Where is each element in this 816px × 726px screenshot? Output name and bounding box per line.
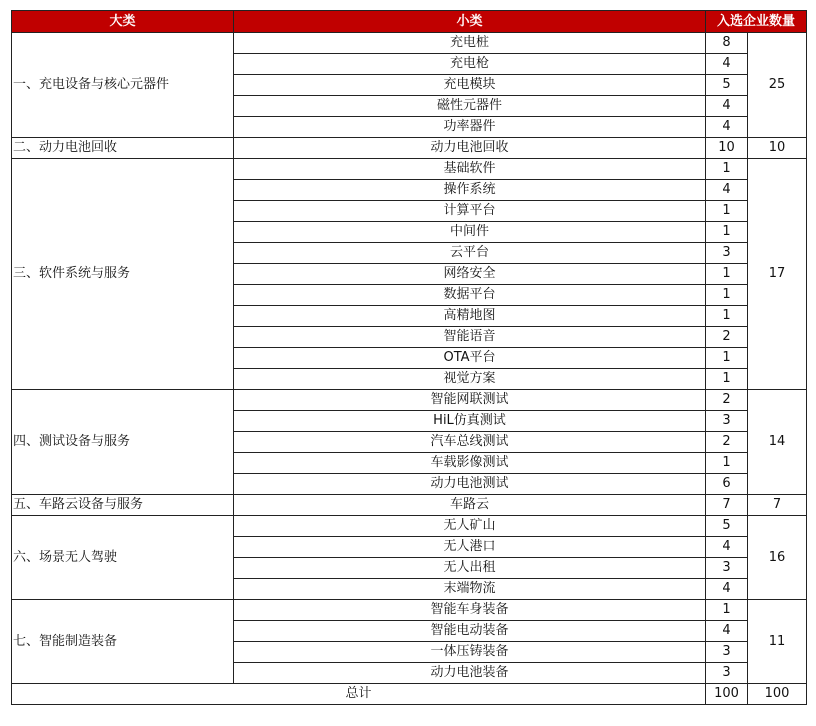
subcategory-cell: 一体压铸装备: [234, 642, 706, 663]
table-row: [12, 600, 807, 621]
subcategory-count-cell: 1: [706, 306, 748, 327]
table-row: [12, 495, 807, 516]
subcategory-count-cell: 8: [706, 33, 748, 54]
subcategory-count-cell: 1: [706, 222, 748, 243]
subcategory-cell: 无人出租: [234, 558, 706, 579]
subcategory-cell: 充电模块: [234, 75, 706, 96]
subcategory-cell: 计算平台: [234, 201, 706, 222]
subcategory-count-cell: 2: [706, 390, 748, 411]
subcategory-cell: 中间件: [234, 222, 706, 243]
subcategory-cell: 充电桩: [234, 33, 706, 54]
category-total-cell: 17: [748, 159, 807, 390]
subcategory-count-cell: 3: [706, 663, 748, 684]
subcategory-cell: 智能车身装备: [234, 600, 706, 621]
table-body: [12, 33, 807, 705]
header-category: 大类: [12, 11, 234, 33]
subcategory-count-cell: 1: [706, 453, 748, 474]
subcategory-cell: 无人港口: [234, 537, 706, 558]
enterprise-category-table: [11, 10, 807, 705]
subcategory-count-cell: 1: [706, 159, 748, 180]
category-total-cell: 11: [748, 600, 807, 684]
subcategory-cell: 智能语音: [234, 327, 706, 348]
subcategory-cell: 智能电动装备: [234, 621, 706, 642]
subcategory-cell: 无人矿山: [234, 516, 706, 537]
subcategory-cell: 操作系统: [234, 180, 706, 201]
subcategory-count-cell: 3: [706, 243, 748, 264]
category-cell: 七、智能制造装备: [12, 600, 234, 684]
category-total-cell: 16: [748, 516, 807, 600]
subcategory-count-cell: 4: [706, 579, 748, 600]
header-subcategory: 小类: [234, 11, 706, 33]
subcategory-count-cell: 3: [706, 411, 748, 432]
subcategory-count-cell: 4: [706, 621, 748, 642]
total-label: 总计: [12, 684, 706, 705]
grand-total: 100: [748, 684, 807, 705]
table-header-row: [12, 11, 807, 33]
subcategory-count-cell: 4: [706, 54, 748, 75]
table-row: [12, 33, 807, 54]
subcategory-count-cell: 1: [706, 264, 748, 285]
subcategory-cell: OTA平台: [234, 348, 706, 369]
subcategory-cell: 数据平台: [234, 285, 706, 306]
subcategory-cell: 磁性元器件: [234, 96, 706, 117]
category-cell: 一、充电设备与核心元器件: [12, 33, 234, 138]
subcategory-cell: 功率器件: [234, 117, 706, 138]
subcategory-count-cell: 7: [706, 495, 748, 516]
table-row: [12, 138, 807, 159]
table-row: [12, 516, 807, 537]
subcategory-count-cell: 1: [706, 369, 748, 390]
category-cell: 二、动力电池回收: [12, 138, 234, 159]
subcategory-count-cell: 4: [706, 537, 748, 558]
total-row: [12, 684, 807, 705]
table-row: [12, 159, 807, 180]
subcategory-count-cell: 1: [706, 348, 748, 369]
subcategory-count-cell: 5: [706, 75, 748, 96]
subcategory-cell: 动力电池装备: [234, 663, 706, 684]
subcategory-count-cell: 10: [706, 138, 748, 159]
subcategory-count-cell: 5: [706, 516, 748, 537]
subcategory-count-cell: 1: [706, 600, 748, 621]
subcategory-cell: 高精地图: [234, 306, 706, 327]
header-count: 入选企业数量: [706, 11, 807, 33]
subcategory-count-cell: 4: [706, 96, 748, 117]
subcategory-cell: 云平台: [234, 243, 706, 264]
subcategory-cell: 车载影像测试: [234, 453, 706, 474]
subcategory-cell: HiL仿真测试: [234, 411, 706, 432]
subcategory-cell: 智能网联测试: [234, 390, 706, 411]
category-cell: 四、测试设备与服务: [12, 390, 234, 495]
category-total-cell: 10: [748, 138, 807, 159]
subcategory-count-cell: 2: [706, 327, 748, 348]
subcategory-cell: 充电枪: [234, 54, 706, 75]
subcategory-count-cell: 1: [706, 285, 748, 306]
subcategory-count-cell: 2: [706, 432, 748, 453]
category-cell: 六、场景无人驾驶: [12, 516, 234, 600]
total-count: 100: [706, 684, 748, 705]
subcategory-count-cell: 6: [706, 474, 748, 495]
subcategory-cell: 动力电池回收: [234, 138, 706, 159]
enterprise-table-container: [11, 10, 807, 705]
subcategory-cell: 网络安全: [234, 264, 706, 285]
subcategory-count-cell: 4: [706, 117, 748, 138]
subcategory-count-cell: 3: [706, 642, 748, 663]
subcategory-count-cell: 3: [706, 558, 748, 579]
category-total-cell: 25: [748, 33, 807, 138]
subcategory-cell: 车路云: [234, 495, 706, 516]
category-cell: 三、软件系统与服务: [12, 159, 234, 390]
subcategory-cell: 视觉方案: [234, 369, 706, 390]
category-cell: 五、车路云设备与服务: [12, 495, 234, 516]
table-row: [12, 390, 807, 411]
subcategory-cell: 动力电池测试: [234, 474, 706, 495]
subcategory-cell: 汽车总线测试: [234, 432, 706, 453]
subcategory-count-cell: 1: [706, 201, 748, 222]
subcategory-cell: 基础软件: [234, 159, 706, 180]
subcategory-cell: 末端物流: [234, 579, 706, 600]
category-total-cell: 7: [748, 495, 807, 516]
subcategory-count-cell: 4: [706, 180, 748, 201]
category-total-cell: 14: [748, 390, 807, 495]
